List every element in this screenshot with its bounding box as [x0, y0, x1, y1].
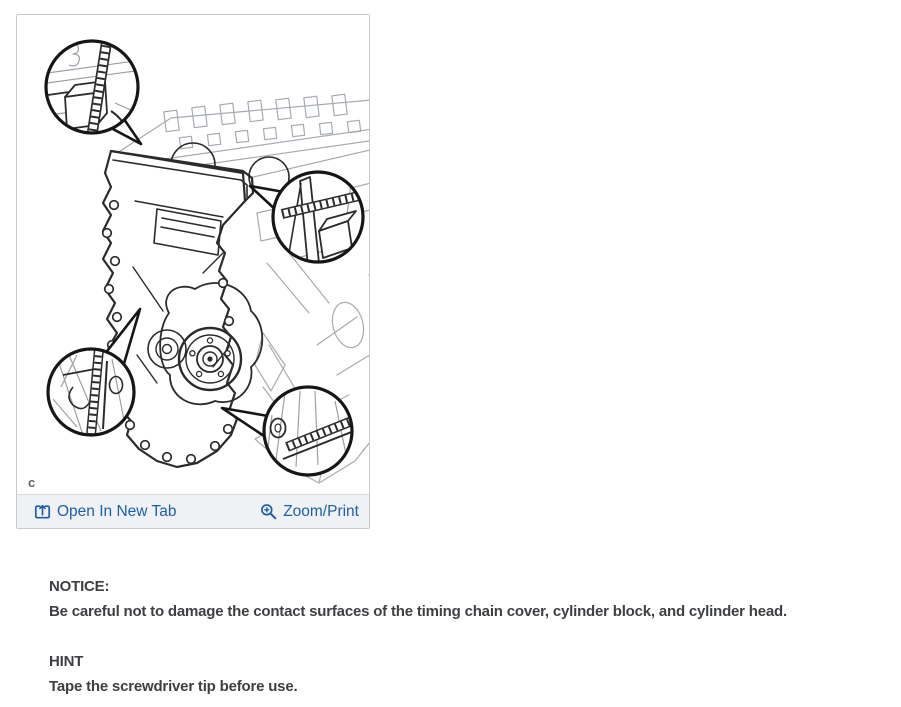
hint-label: HINT	[49, 653, 84, 670]
figure-label: c	[28, 475, 36, 490]
hint-block	[49, 649, 897, 699]
open-in-new-tab-link[interactable]	[34, 503, 176, 520]
open-in-new-tab-label: Open In New Tab	[57, 502, 177, 520]
callout-right-middle	[250, 163, 365, 267]
figure-toolbar	[17, 494, 369, 528]
notice-text: Be careful not to damage the contact surfaces of the timing chain cover, cylinder block, and cylinder head.	[49, 603, 787, 620]
open-in-new-tab-icon	[34, 503, 51, 520]
notice-label: NOTICE:	[49, 578, 110, 595]
callout-bottom-right	[222, 387, 359, 475]
figure-area	[17, 15, 369, 494]
callout-bottom-left	[48, 309, 140, 435]
hint-text: Tape the screwdriver tip before use.	[49, 678, 298, 695]
engine-diagram	[17, 15, 369, 494]
magnifier-plus-icon	[260, 503, 277, 520]
notice-block	[49, 574, 897, 624]
zoom-print-label: Zoom/Print	[283, 502, 359, 520]
callout-top-left	[46, 39, 141, 144]
zoom-print-link[interactable]	[260, 503, 359, 520]
notes-section	[49, 574, 897, 699]
figure-card	[16, 14, 370, 529]
